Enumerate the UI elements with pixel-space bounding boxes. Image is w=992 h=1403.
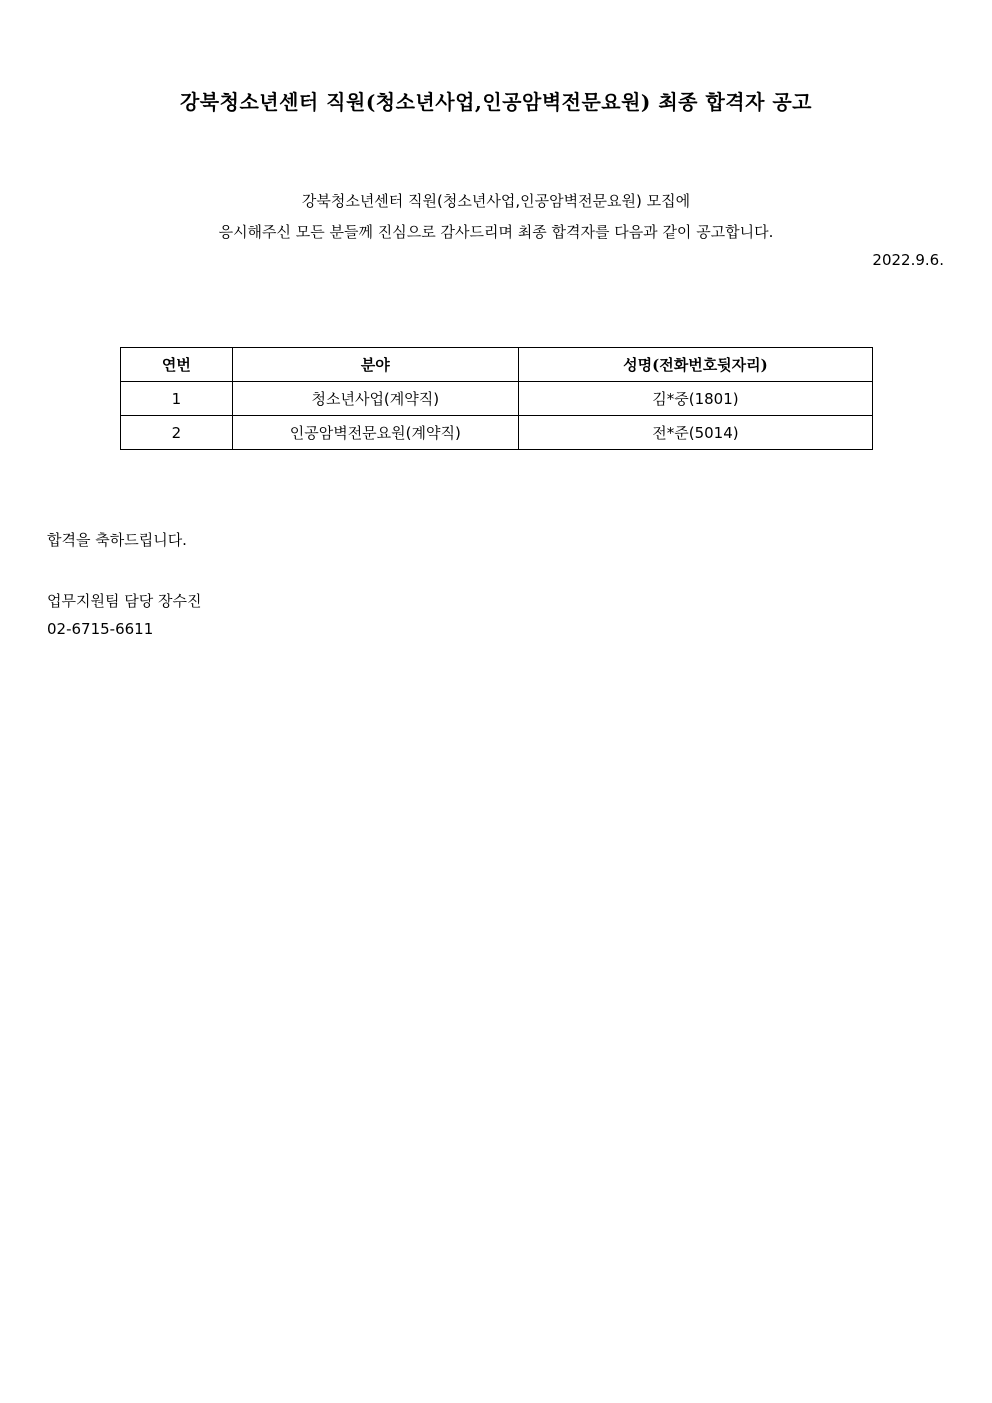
cell-number: 2 xyxy=(121,416,233,450)
header-number: 연번 xyxy=(121,348,233,382)
cell-number: 1 xyxy=(121,382,233,416)
cell-name: 전*준(5014) xyxy=(518,416,872,450)
table-row xyxy=(121,382,873,416)
header-field: 분야 xyxy=(232,348,518,382)
results-table xyxy=(120,347,873,450)
header-name: 성명(전화번호뒷자리) xyxy=(518,348,872,382)
intro-line-1: 강북청소년센터 직원(청소년사업,인공암벽전문요원) 모집에 xyxy=(301,192,691,210)
contact-phone: 02-6715-6611 xyxy=(47,620,154,638)
intro-line-2: 응시해주신 모든 분들께 진심으로 감사드리며 최종 합격자를 다음과 같이 공고합니다. xyxy=(218,223,774,241)
cell-field: 인공암벽전문요원(계약직) xyxy=(232,416,518,450)
contact-person: 업무지원팀 담당 장수진 xyxy=(47,592,202,610)
announcement-date: 2022.9.6. xyxy=(872,251,944,269)
document-title: 강북청소년센터 직원(청소년사업,인공암벽전문요원) 최종 합격자 공고 xyxy=(179,90,813,114)
table-row xyxy=(121,416,873,450)
congratulations-text: 합격을 축하드립니다. xyxy=(47,531,187,549)
table-header-row xyxy=(121,348,873,382)
cell-field: 청소년사업(계약직) xyxy=(232,382,518,416)
cell-name: 김*중(1801) xyxy=(518,382,872,416)
